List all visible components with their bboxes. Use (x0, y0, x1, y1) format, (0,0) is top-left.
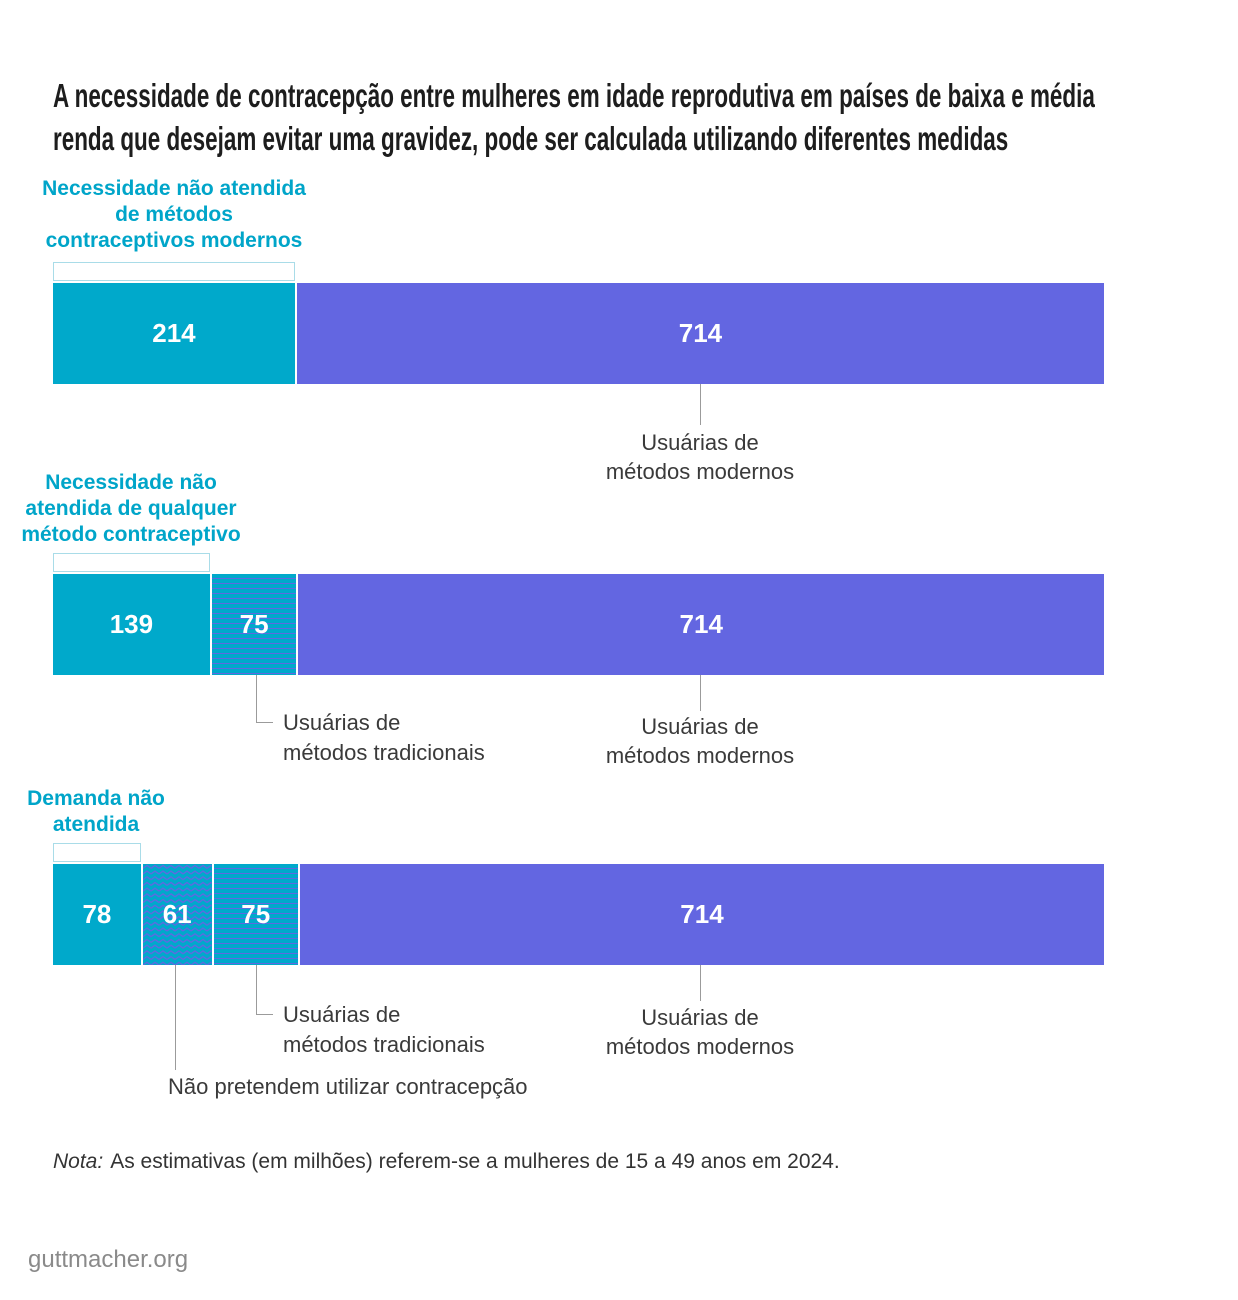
bar-row-unmet-any (53, 574, 1104, 675)
measure-label-line: Demanda não (27, 787, 165, 810)
callout-line-text: Usuárias de (641, 430, 759, 455)
segment-value: 75 (239, 609, 269, 639)
measure-bracket (53, 843, 141, 862)
note (53, 1150, 840, 1174)
measure-label-unmet-demand (0, 786, 296, 838)
segment-value: 714 (679, 609, 723, 639)
callout-traditional-users (283, 708, 485, 768)
segment-value: 214 (152, 318, 196, 348)
segment-modern-users (297, 283, 1104, 384)
callout-line-text: métodos modernos (605, 459, 795, 484)
segment-traditional-users (214, 864, 300, 965)
segment-value: 714 (678, 318, 723, 348)
callout-line-modern (700, 384, 701, 425)
segment-modern-users (300, 864, 1104, 965)
note-label: Nota: (53, 1150, 104, 1173)
segment-unmet-need (53, 574, 212, 675)
callout-modern-users (550, 712, 850, 770)
measure-label-line: atendida (52, 813, 140, 836)
segment-modern-users (298, 574, 1104, 675)
segment-value: 78 (82, 899, 112, 929)
callout-line-text: Usuárias de (283, 710, 401, 735)
segment-unmet-need (53, 283, 297, 384)
callout-line-text: Usuárias de (641, 1005, 759, 1030)
chart-title-line-1: A necessidade de contracepção entre mulheres em idade reprodutiva em países de baixa e média (53, 77, 1095, 114)
segment-value: 75 (241, 899, 271, 929)
segment-value: 714 (680, 899, 724, 929)
callout-line-text: métodos modernos (605, 743, 795, 768)
measure-label-line: atendida de qualquer (25, 497, 237, 520)
segment-value: 61 (162, 899, 192, 929)
callout-line-modern (700, 675, 701, 711)
callout-elbow-traditional (256, 1014, 273, 1015)
callout-elbow-traditional (256, 722, 273, 723)
segment-traditional-users (212, 574, 299, 675)
source-footer: guttmacher.org (28, 1246, 189, 1273)
callout-line-text: métodos tradicionais (283, 740, 485, 765)
callout-line-traditional (256, 965, 257, 1014)
callout-traditional-users (283, 1000, 485, 1060)
callout-line-no-intent (175, 965, 176, 1070)
callout-line-text: Usuárias de (641, 714, 759, 739)
callout-line-traditional (256, 675, 257, 722)
chart-title-line-2: renda que desejam evitar uma gravidez, pode ser calculada utilizando diferentes medidas (53, 120, 1009, 157)
bar-row-unmet-modern (53, 283, 1104, 384)
callout-line-text: métodos modernos (605, 1034, 795, 1059)
callout-line-modern (700, 965, 701, 1001)
note-text: As estimativas (em milhões) referem-se a mulheres de 15 a 49 anos em 2024. (110, 1150, 840, 1173)
segment-unmet-need (53, 864, 143, 965)
measure-label-line: contraceptivos modernos (45, 229, 303, 252)
measure-label-line: Necessidade não atendida (42, 177, 306, 200)
segment-value: 139 (109, 609, 154, 639)
measure-label-line: método contraceptivo (21, 523, 241, 546)
measure-bracket (53, 553, 210, 572)
segment-no-intent (143, 864, 214, 965)
measure-bracket (53, 262, 295, 281)
measure-label-unmet-any (0, 470, 331, 548)
measure-label-unmet-modern (0, 176, 374, 254)
callout-line-text: métodos tradicionais (283, 1032, 485, 1057)
callout-no-intent: Não pretendem utilizar contracepção (168, 1074, 528, 1099)
bar-row-unmet-demand (53, 864, 1104, 965)
chart-title (53, 74, 1195, 160)
callout-modern-users (550, 1003, 850, 1061)
measure-label-line: Necessidade não (45, 471, 217, 494)
callout-modern-users (550, 428, 850, 486)
measure-label-line: de métodos (115, 203, 233, 226)
callout-line-text: Usuárias de (283, 1002, 401, 1027)
